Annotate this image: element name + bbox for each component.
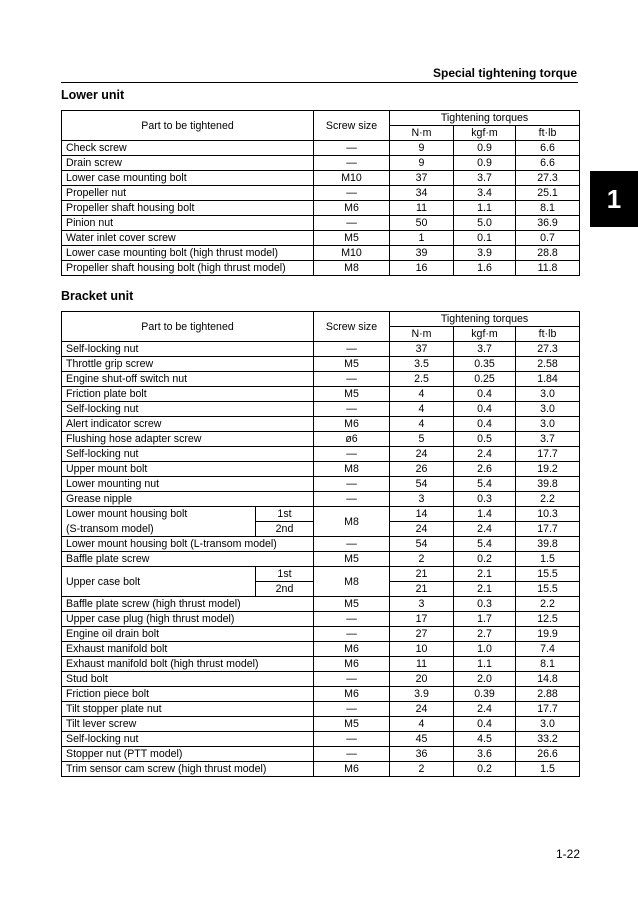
ftlb-cell: 1.84	[516, 372, 580, 387]
screw-size-cell: ø6	[314, 432, 390, 447]
header-kgfm: kgf·m	[454, 126, 516, 141]
part-cell: Stud bolt	[62, 672, 314, 687]
kgfm-cell: 3.4	[454, 186, 516, 201]
nm-cell: 14	[390, 507, 454, 522]
nm-cell: 10	[390, 642, 454, 657]
screw-size-cell: M10	[314, 171, 390, 186]
part-cell: Check screw	[62, 141, 314, 156]
ftlb-cell: 6.6	[516, 156, 580, 171]
screw-size-cell: —	[314, 627, 390, 642]
ftlb-cell: 25.1	[516, 186, 580, 201]
nm-cell: 34	[390, 186, 454, 201]
kgfm-cell: 0.25	[454, 372, 516, 387]
kgfm-cell: 4.5	[454, 732, 516, 747]
ftlb-cell: 19.2	[516, 462, 580, 477]
screw-size-cell: M6	[314, 417, 390, 432]
screw-size-cell: M6	[314, 762, 390, 777]
stage-cell: 1st	[256, 507, 314, 522]
table-row	[62, 402, 580, 417]
nm-cell: 9	[390, 156, 454, 171]
table-row	[62, 447, 580, 462]
ftlb-cell: 28.8	[516, 246, 580, 261]
part-cell: Drain screw	[62, 156, 314, 171]
nm-cell: 4	[390, 417, 454, 432]
header-ftlb: ft·lb	[516, 327, 580, 342]
ftlb-cell: 1.5	[516, 762, 580, 777]
screw-size-cell: —	[314, 156, 390, 171]
screw-size-cell: M8	[314, 462, 390, 477]
screw-size-cell: —	[314, 732, 390, 747]
screw-size-cell: —	[314, 747, 390, 762]
part-cell: Tilt lever screw	[62, 717, 314, 732]
table-row	[62, 537, 580, 552]
ftlb-cell: 3.0	[516, 402, 580, 417]
part-cell: Exhaust manifold bolt (high thrust model)	[62, 657, 314, 672]
nm-cell: 39	[390, 246, 454, 261]
ftlb-cell: 3.7	[516, 432, 580, 447]
screw-size-cell: —	[314, 402, 390, 417]
ftlb-cell: 17.7	[516, 447, 580, 462]
nm-cell: 2.5	[390, 372, 454, 387]
nm-cell: 27	[390, 627, 454, 642]
part-cell: Throttle grip screw	[62, 357, 314, 372]
ftlb-cell: 11.8	[516, 261, 580, 276]
part-cell: Tilt stopper plate nut	[62, 702, 314, 717]
chapter-tab: 1	[590, 171, 638, 227]
table-row	[62, 687, 580, 702]
ftlb-cell: 39.8	[516, 537, 580, 552]
kgfm-cell: 0.39	[454, 687, 516, 702]
header-kgfm: kgf·m	[454, 327, 516, 342]
screw-size-cell: M5	[314, 717, 390, 732]
table-row	[62, 762, 580, 777]
screw-size-cell: M10	[314, 246, 390, 261]
page-number: 1-22	[555, 847, 580, 861]
screw-size-cell: —	[314, 672, 390, 687]
table-row	[62, 747, 580, 762]
nm-cell: 24	[390, 702, 454, 717]
table-row	[62, 432, 580, 447]
bracket-unit-table	[61, 311, 580, 777]
ftlb-cell: 27.3	[516, 342, 580, 357]
part-cell: Upper case bolt	[62, 567, 256, 597]
ftlb-cell: 8.1	[516, 657, 580, 672]
part-cell: Propeller nut	[62, 186, 314, 201]
table-row	[62, 186, 580, 201]
part-cell: Baffle plate screw	[62, 552, 314, 567]
part-cell: Friction piece bolt	[62, 687, 314, 702]
kgfm-cell: 5.4	[454, 477, 516, 492]
screw-size-cell: M8	[314, 567, 390, 597]
table-row	[62, 702, 580, 717]
bracket-unit-title: Bracket unit	[61, 289, 134, 303]
header-ftlb: ft·lb	[516, 126, 580, 141]
ftlb-cell: 14.8	[516, 672, 580, 687]
ftlb-cell: 10.3	[516, 507, 580, 522]
screw-size-cell: —	[314, 612, 390, 627]
ftlb-cell: 33.2	[516, 732, 580, 747]
part-cell: Lower case mounting bolt (high thrust model)	[62, 246, 314, 261]
part-cell-continued: (S-transom model)	[62, 522, 256, 537]
nm-cell: 2	[390, 762, 454, 777]
stage-cell: 2nd	[256, 582, 314, 597]
kgfm-cell: 2.0	[454, 672, 516, 687]
ftlb-cell: 2.2	[516, 492, 580, 507]
part-cell: Upper case plug (high thrust model)	[62, 612, 314, 627]
screw-size-cell: —	[314, 702, 390, 717]
kgfm-cell: 5.4	[454, 537, 516, 552]
kgfm-cell: 0.4	[454, 417, 516, 432]
header-part: Part to be tightened	[62, 312, 314, 342]
ftlb-cell: 39.8	[516, 477, 580, 492]
nm-cell: 26	[390, 462, 454, 477]
ftlb-cell: 3.0	[516, 717, 580, 732]
nm-cell: 5	[390, 432, 454, 447]
screw-size-cell: —	[314, 492, 390, 507]
ftlb-cell: 3.0	[516, 417, 580, 432]
kgfm-cell: 3.7	[454, 171, 516, 186]
lower-unit-table	[61, 110, 580, 276]
part-cell: Grease nipple	[62, 492, 314, 507]
stage-cell: 2nd	[256, 522, 314, 537]
screw-size-cell: —	[314, 477, 390, 492]
ftlb-cell: 2.88	[516, 687, 580, 702]
ftlb-cell: 8.1	[516, 201, 580, 216]
header-tightening-torques: Tightening torques	[390, 111, 580, 126]
nm-cell: 24	[390, 447, 454, 462]
header-nm: N·m	[390, 126, 454, 141]
screw-size-cell: M6	[314, 657, 390, 672]
part-cell: Friction plate bolt	[62, 387, 314, 402]
screw-size-cell: —	[314, 537, 390, 552]
kgfm-cell: 0.4	[454, 402, 516, 417]
table-row	[62, 141, 580, 156]
kgfm-cell: 5.0	[454, 216, 516, 231]
header-screw-size: Screw size	[314, 111, 390, 141]
page-header-title: Special tightening torque	[432, 66, 577, 80]
ftlb-cell: 15.5	[516, 582, 580, 597]
part-cell: Baffle plate screw (high thrust model)	[62, 597, 314, 612]
part-cell: Exhaust manifold bolt	[62, 642, 314, 657]
nm-cell: 54	[390, 537, 454, 552]
table-row	[62, 732, 580, 747]
part-cell: Engine shut-off switch nut	[62, 372, 314, 387]
nm-cell: 3.5	[390, 357, 454, 372]
kgfm-cell: 0.35	[454, 357, 516, 372]
screw-size-cell: —	[314, 141, 390, 156]
kgfm-cell: 0.2	[454, 552, 516, 567]
ftlb-cell: 1.5	[516, 552, 580, 567]
header-screw-size: Screw size	[314, 312, 390, 342]
kgfm-cell: 0.3	[454, 492, 516, 507]
table-row	[62, 387, 580, 402]
screw-size-cell: M6	[314, 201, 390, 216]
ftlb-cell: 7.4	[516, 642, 580, 657]
part-cell: Propeller shaft housing bolt	[62, 201, 314, 216]
header-rule	[61, 82, 578, 83]
table-row	[62, 417, 580, 432]
nm-cell: 2	[390, 552, 454, 567]
kgfm-cell: 0.5	[454, 432, 516, 447]
screw-size-cell: M8	[314, 261, 390, 276]
header-tightening-torques: Tightening torques	[390, 312, 580, 327]
nm-cell: 4	[390, 387, 454, 402]
kgfm-cell: 1.0	[454, 642, 516, 657]
table-row	[62, 342, 580, 357]
kgfm-cell: 3.7	[454, 342, 516, 357]
ftlb-cell: 19.9	[516, 627, 580, 642]
part-cell: Trim sensor cam screw (high thrust model)	[62, 762, 314, 777]
table-row	[62, 231, 580, 246]
table-row	[62, 462, 580, 477]
table-row	[62, 627, 580, 642]
part-cell: Pinion nut	[62, 216, 314, 231]
nm-cell: 21	[390, 582, 454, 597]
table-row	[62, 477, 580, 492]
table-row	[62, 372, 580, 387]
kgfm-cell: 0.9	[454, 141, 516, 156]
table-row	[62, 597, 580, 612]
kgfm-cell: 0.1	[454, 231, 516, 246]
nm-cell: 45	[390, 732, 454, 747]
kgfm-cell: 2.7	[454, 627, 516, 642]
table-row	[62, 201, 580, 216]
part-cell: Stopper nut (PTT model)	[62, 747, 314, 762]
screw-size-cell: —	[314, 447, 390, 462]
part-cell: Upper mount bolt	[62, 462, 314, 477]
nm-cell: 50	[390, 216, 454, 231]
kgfm-cell: 0.2	[454, 762, 516, 777]
nm-cell: 16	[390, 261, 454, 276]
nm-cell: 11	[390, 201, 454, 216]
screw-size-cell: M5	[314, 387, 390, 402]
screw-size-cell: M6	[314, 642, 390, 657]
kgfm-cell: 0.4	[454, 717, 516, 732]
part-cell: Lower case mounting bolt	[62, 171, 314, 186]
kgfm-cell: 2.6	[454, 462, 516, 477]
stage-cell: 1st	[256, 567, 314, 582]
screw-size-cell: —	[314, 216, 390, 231]
part-cell: Water inlet cover screw	[62, 231, 314, 246]
part-cell: Self-locking nut	[62, 342, 314, 357]
table-row	[62, 246, 580, 261]
nm-cell: 1	[390, 231, 454, 246]
header-nm: N·m	[390, 327, 454, 342]
kgfm-cell: 1.1	[454, 201, 516, 216]
table-row	[62, 171, 580, 186]
nm-cell: 4	[390, 717, 454, 732]
nm-cell: 20	[390, 672, 454, 687]
nm-cell: 37	[390, 342, 454, 357]
table-row	[62, 492, 580, 507]
kgfm-cell: 2.4	[454, 702, 516, 717]
screw-size-cell: M5	[314, 552, 390, 567]
table-row	[62, 357, 580, 372]
part-cell: Lower mount housing bolt (L-transom model)	[62, 537, 314, 552]
table-row	[62, 552, 580, 567]
nm-cell: 17	[390, 612, 454, 627]
part-cell: Propeller shaft housing bolt (high thrust model)	[62, 261, 314, 276]
kgfm-cell: 1.7	[454, 612, 516, 627]
part-cell: Flushing hose adapter screw	[62, 432, 314, 447]
kgfm-cell: 1.1	[454, 657, 516, 672]
part-cell: Self-locking nut	[62, 732, 314, 747]
screw-size-cell: M6	[314, 687, 390, 702]
kgfm-cell: 0.4	[454, 387, 516, 402]
table-row	[62, 612, 580, 627]
table-row	[62, 507, 580, 522]
kgfm-cell: 2.4	[454, 447, 516, 462]
part-cell: Self-locking nut	[62, 447, 314, 462]
screw-size-cell: —	[314, 342, 390, 357]
part-cell: Engine oil drain bolt	[62, 627, 314, 642]
table-row	[62, 657, 580, 672]
kgfm-cell: 2.4	[454, 522, 516, 537]
kgfm-cell: 2.1	[454, 582, 516, 597]
part-cell: Lower mount housing bolt	[62, 507, 256, 522]
screw-size-cell: M5	[314, 357, 390, 372]
screw-size-cell: —	[314, 186, 390, 201]
kgfm-cell: 0.9	[454, 156, 516, 171]
ftlb-cell: 17.7	[516, 522, 580, 537]
nm-cell: 11	[390, 657, 454, 672]
part-cell: Self-locking nut	[62, 402, 314, 417]
ftlb-cell: 26.6	[516, 747, 580, 762]
nm-cell: 54	[390, 477, 454, 492]
nm-cell: 24	[390, 522, 454, 537]
table-row	[62, 672, 580, 687]
ftlb-cell: 17.7	[516, 702, 580, 717]
nm-cell: 4	[390, 402, 454, 417]
table-row	[62, 717, 580, 732]
table-row	[62, 156, 580, 171]
part-cell: Lower mounting nut	[62, 477, 314, 492]
nm-cell: 9	[390, 141, 454, 156]
ftlb-cell: 27.3	[516, 171, 580, 186]
ftlb-cell: 36.9	[516, 216, 580, 231]
nm-cell: 36	[390, 747, 454, 762]
nm-cell: 3.9	[390, 687, 454, 702]
nm-cell: 3	[390, 492, 454, 507]
table-row	[62, 567, 580, 582]
ftlb-cell: 2.2	[516, 597, 580, 612]
nm-cell: 21	[390, 567, 454, 582]
nm-cell: 37	[390, 171, 454, 186]
screw-size-cell: M5	[314, 231, 390, 246]
ftlb-cell: 6.6	[516, 141, 580, 156]
kgfm-cell: 0.3	[454, 597, 516, 612]
table-row	[62, 216, 580, 231]
screw-size-cell: M5	[314, 597, 390, 612]
table-row	[62, 642, 580, 657]
kgfm-cell: 3.9	[454, 246, 516, 261]
part-cell: Alert indicator screw	[62, 417, 314, 432]
table-row	[62, 261, 580, 276]
lower-unit-title: Lower unit	[61, 88, 125, 102]
nm-cell: 3	[390, 597, 454, 612]
ftlb-cell: 0.7	[516, 231, 580, 246]
screw-size-cell: —	[314, 372, 390, 387]
kgfm-cell: 1.4	[454, 507, 516, 522]
ftlb-cell: 2.58	[516, 357, 580, 372]
header-part: Part to be tightened	[62, 111, 314, 141]
screw-size-cell: M8	[314, 507, 390, 537]
ftlb-cell: 15.5	[516, 567, 580, 582]
kgfm-cell: 2.1	[454, 567, 516, 582]
ftlb-cell: 3.0	[516, 387, 580, 402]
ftlb-cell: 12.5	[516, 612, 580, 627]
kgfm-cell: 1.6	[454, 261, 516, 276]
kgfm-cell: 3.6	[454, 747, 516, 762]
